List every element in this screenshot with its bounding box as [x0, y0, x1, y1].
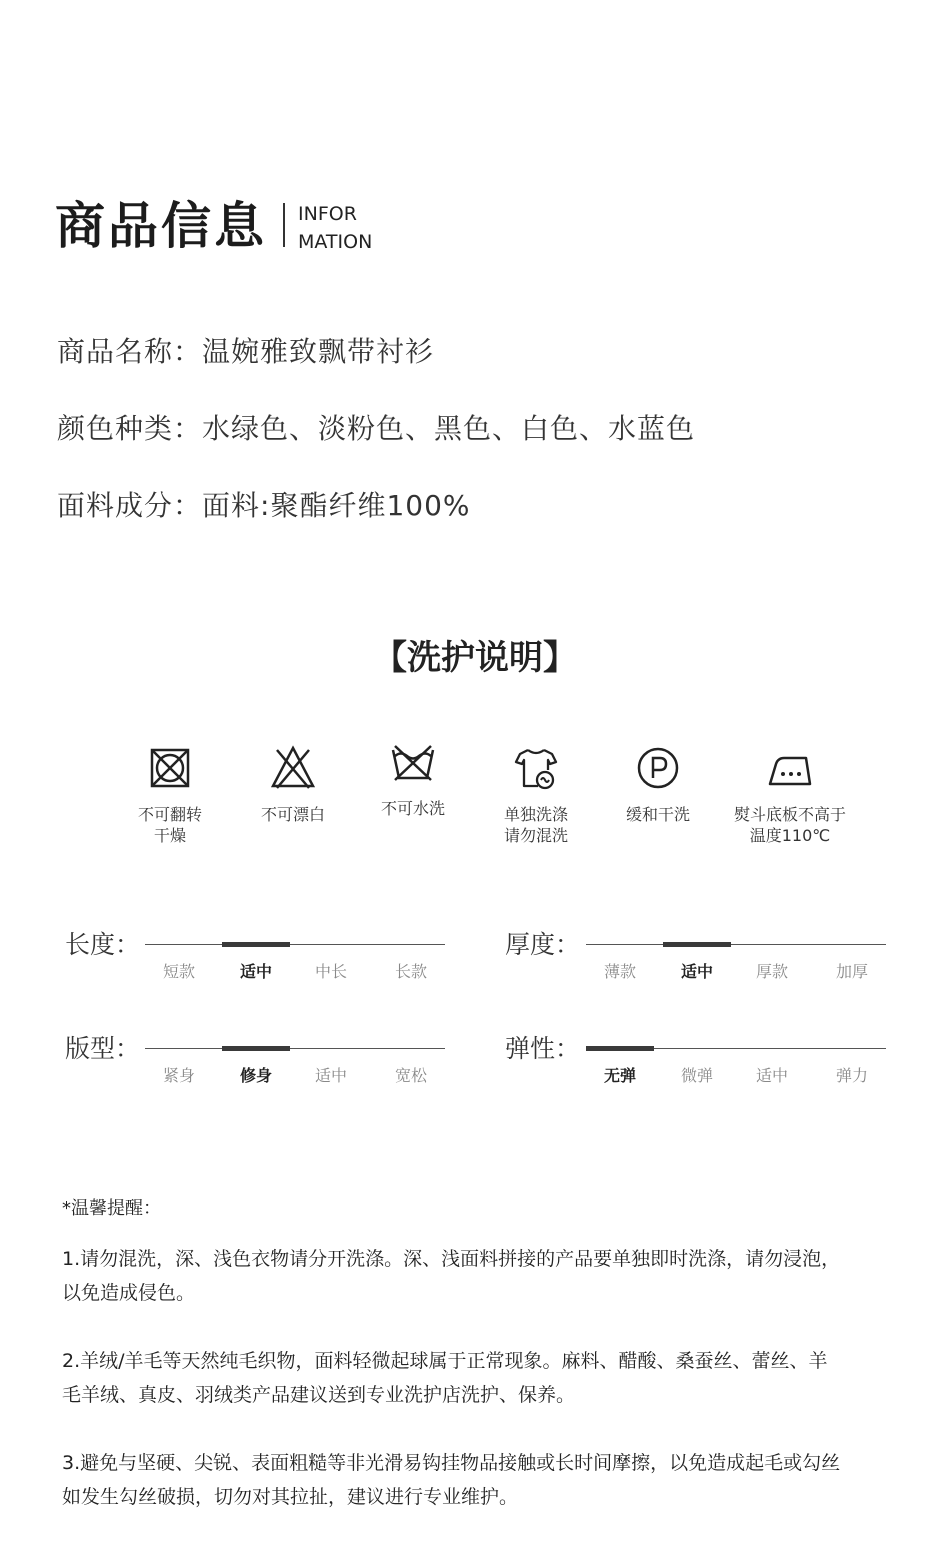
tip-line: 2.羊绒/羊毛等天然纯毛织物，面料轻微起球属于正常现象。麻料、醋酸、桑蚕丝、蕾丝、羊 — [62, 1350, 828, 1372]
attr-elasticity-option: 弹力 — [835, 1066, 868, 1085]
care-label-line1: 不可水洗 — [380, 799, 445, 818]
title-english-line1: INFOR — [298, 203, 357, 225]
tip-line: 3.避免与坚硬、尖锐、表面粗糙等非光滑易钩挂物品接触或长时间摩擦，以免造成起毛或勾丝 — [62, 1452, 841, 1474]
info-key: 面料成分： — [57, 489, 203, 522]
attr-thickness-option: 厚款 — [755, 962, 788, 981]
attr-elasticity-indicator — [586, 1046, 654, 1051]
wash-separately-icon — [512, 744, 560, 792]
info-fabric — [57, 486, 471, 526]
care-label — [223, 804, 363, 825]
title-divider — [283, 203, 285, 247]
care-label-line1: 缓和干洗 — [625, 805, 690, 824]
attr-fit-option: 适中 — [314, 1066, 347, 1085]
info-key: 颜色种类： — [57, 412, 203, 445]
attr-thickness-label: 厚度： — [505, 930, 581, 959]
gentle-dry-clean-icon — [634, 744, 682, 792]
attr-length-label: 长度： — [65, 930, 141, 959]
care-label — [343, 798, 483, 819]
attr-thickness-option-selected: 适中 — [680, 962, 713, 981]
tip-1 — [62, 1242, 892, 1310]
tip-line: 如发生勾丝破损，切勿对其拉扯，建议进行专业维护。 — [62, 1486, 519, 1508]
info-colors — [57, 409, 695, 449]
attr-fit-indicator — [222, 1046, 290, 1051]
attr-fit-track — [145, 1048, 445, 1049]
care-item-wash-separately — [466, 744, 606, 846]
care-item-no-wash — [343, 738, 483, 819]
attr-length-option: 长款 — [394, 962, 427, 981]
info-value: 温婉雅致飘带衬衫 — [202, 335, 435, 368]
info-value: 面料:聚酯纤维100% — [202, 489, 471, 522]
care-item-no-tumble-dry — [100, 744, 240, 846]
attr-length-option: 中长 — [314, 962, 347, 981]
no-wash-icon — [389, 738, 437, 786]
tip-3 — [62, 1446, 892, 1514]
attr-length-option: 短款 — [162, 962, 195, 981]
attr-fit-option: 宽松 — [394, 1066, 427, 1085]
care-label-line2: 干燥 — [153, 826, 186, 845]
attr-length-indicator — [222, 942, 290, 947]
care-label-line1: 单独洗涤 — [503, 805, 568, 824]
page-title: 商品信息 — [55, 197, 267, 255]
attr-fit-option: 紧身 — [162, 1066, 195, 1085]
attr-thickness-option: 加厚 — [835, 962, 868, 981]
care-label-line1: 熨斗底板不高于 — [733, 805, 846, 824]
care-label — [588, 804, 728, 825]
tip-line: 毛羊绒、真皮、羽绒类产品建议送到专业洗护店洗护、保养。 — [62, 1384, 576, 1406]
attr-length-option-selected: 适中 — [239, 962, 272, 981]
title-english — [298, 200, 372, 256]
attr-elasticity-option: 微弹 — [680, 1066, 713, 1085]
info-product-name — [57, 332, 434, 372]
tip-line: 以免造成侵色。 — [62, 1282, 196, 1304]
attr-thickness-indicator — [663, 942, 731, 947]
care-label — [466, 804, 606, 846]
care-item-iron-low — [720, 744, 860, 846]
attr-thickness-option: 薄款 — [603, 962, 636, 981]
care-label-line1: 不可漂白 — [260, 805, 325, 824]
care-label-line1: 不可翻转 — [137, 805, 202, 824]
no-bleach-icon — [269, 744, 317, 792]
attr-fit-option-selected: 修身 — [239, 1066, 272, 1085]
attr-elasticity-option: 适中 — [755, 1066, 788, 1085]
info-value: 水绿色、淡粉色、黑色、白色、水蓝色 — [202, 412, 696, 445]
tip-line: 1.请勿混洗，深、浅色衣物请分开洗涤。深、浅面料拼接的产品要单独即时洗涤，请勿浸泡， — [62, 1248, 841, 1270]
care-label — [720, 804, 860, 846]
attr-thickness-track — [586, 944, 886, 945]
attr-length-track — [145, 944, 445, 945]
title-english-line2: MATION — [298, 231, 373, 253]
care-label-line2: 请勿混洗 — [503, 826, 568, 845]
no-tumble-dry-icon — [146, 744, 194, 792]
care-label — [100, 804, 240, 846]
tips-heading: *温馨提醒： — [62, 1198, 161, 1219]
care-item-no-bleach — [223, 744, 363, 825]
attr-elasticity-option-selected: 无弹 — [603, 1066, 636, 1085]
info-key: 商品名称： — [57, 335, 203, 368]
care-item-gentle-dry-clean — [588, 744, 728, 825]
care-label-line2: 温度110℃ — [749, 826, 831, 845]
iron-low-temp-icon — [766, 744, 814, 792]
tip-2 — [62, 1344, 892, 1412]
care-title: 【洗护说明】 — [373, 638, 577, 678]
attr-elasticity-label: 弹性： — [505, 1034, 581, 1063]
attr-fit-label: 版型： — [65, 1034, 141, 1063]
